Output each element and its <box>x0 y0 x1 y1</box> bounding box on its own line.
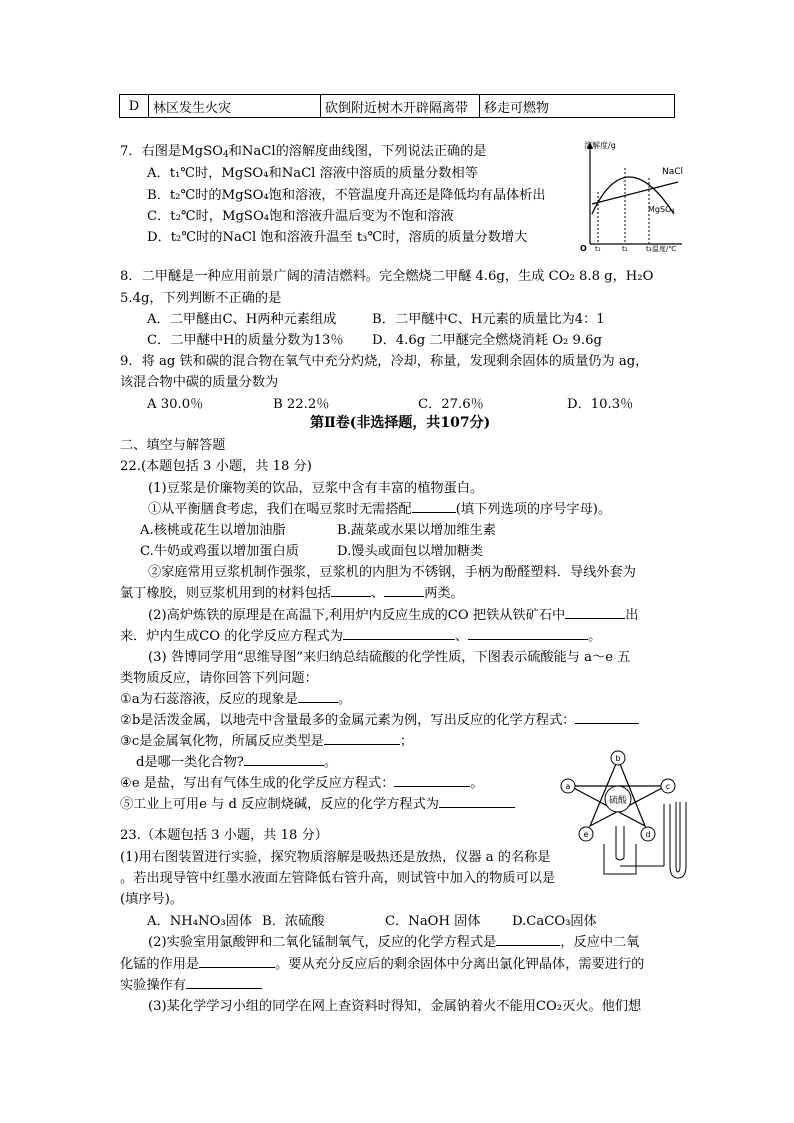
q9-option-c: C．27.6％ <box>418 397 484 412</box>
x-tick-t3: t₃ <box>646 245 652 253</box>
q22-option-a: A.核桃或花生以增加油脂 <box>140 523 286 538</box>
blank-8[interactable] <box>575 711 639 724</box>
q8-option-b: B．二甲醚中C、H元素的质量比为4：1 <box>372 312 605 327</box>
blank-6[interactable] <box>468 627 588 640</box>
blank-7[interactable] <box>298 690 338 703</box>
q22-p1-2: ②家庭常用豆浆机制作强浆，豆浆机的内胆为不锈钢，手柄为酚醛塑料．导线外套为 <box>148 565 636 580</box>
q22-s1b: 。 <box>337 692 352 707</box>
blank-3[interactable] <box>384 584 424 597</box>
q23-p2c <box>120 955 644 974</box>
blank-14[interactable] <box>199 955 275 968</box>
q23-p2a <box>148 933 640 952</box>
blank-9[interactable] <box>324 732 400 745</box>
q22-p1-2b <box>120 584 464 603</box>
y-label: 溶解度/g <box>584 141 616 150</box>
blank-13[interactable] <box>496 933 560 946</box>
q7-stem: 7．右图是MgSO$_4$和NaCl的溶解度曲线图，下列说法正确的是 <box>120 144 487 160</box>
q22-header: 22.(本题包括 3 小题，共 18 分) <box>120 459 312 474</box>
q22-p1-2b-text: 氯丁橡胶，则豆浆机用到的材料包括 <box>120 586 331 601</box>
q22-p2a-text: (2)高炉炼铁的原理是在高温下,利用炉内反应生成的CO 把铁从铁矿石中 <box>148 608 566 623</box>
q22-p3: (3) 咎博同学用“思维导图”来归纳总结硫酸的化学性质，下图表示硫酸能与 a～e 五 <box>148 650 631 665</box>
section-title: 二、填空与解答题 <box>120 438 226 453</box>
mgso4-label: MgSO₄ <box>648 205 675 214</box>
q22-p1-1a: ①从平衡膳食考虑，我们在喝豆浆时无需搭配 <box>148 502 412 517</box>
q22-option-d: D.馒头或面包以增加糖类 <box>337 544 484 559</box>
node-b-label: b <box>615 754 621 763</box>
q23-option-c: C．NaOH 固体 <box>385 914 481 929</box>
q7-option-b: B．t₂℃时的MgSO₄饱和溶液，不管温度升高还是降低均有晶体析出 <box>147 188 546 203</box>
q22-s3c <box>136 753 337 772</box>
node-e-label: e <box>583 830 589 839</box>
q7-option-a: A．t₁℃时，MgSO₄和NaCl 溶液中溶质的质量分数相等 <box>147 166 478 181</box>
beaker <box>604 844 636 874</box>
q23-header: 23.（本题包括 3 小题，共 18 分） <box>120 828 328 843</box>
q22-s3 <box>120 732 413 751</box>
blank-11[interactable] <box>394 774 470 787</box>
q22-s3d: 。 <box>323 755 338 770</box>
q22-p2e: 。 <box>588 629 602 644</box>
node-a-label: a <box>565 782 571 791</box>
solubility-chart <box>578 138 686 254</box>
q7-stem-a: 7．右图是MgSO <box>120 144 223 159</box>
x-tick-t2: t₂ <box>622 245 628 253</box>
row-method1: 砍倒附近树木开辟隔离带 <box>321 95 480 118</box>
q22-s1 <box>120 690 351 709</box>
q22-s4a: ④e 是盐，写出有气体生成的化学反应方程式： <box>120 776 395 791</box>
q23-p1a: (1)用右图装置进行实验，探究物质溶解是吸热还是放热，仪器 a 的名称是 <box>120 850 551 865</box>
q8-line1: 8．二甲醚是一种应用前景广阔的清洁燃料。完全燃烧二甲醚 4.6g，生成 CO₂ 8.8 g，H₂O <box>120 269 654 284</box>
q22-p2c-text: 来．炉内生成CO 的化学反应方程式为 <box>120 629 343 644</box>
fire-table <box>119 94 675 118</box>
q23-p3: (3)某化学学习小组的同学在网上查资料时得知，金属钠着火不能用CO₂灭火。他们想 <box>148 999 642 1014</box>
node-c-label: c <box>665 782 671 791</box>
q22-p3b: 类物质反应，请你回答下列问题： <box>120 671 318 686</box>
q22-s4b: 。 <box>470 776 484 791</box>
q22-p2a <box>148 606 638 625</box>
q23-option-a: A．NH₄NO₃固体 <box>147 914 253 929</box>
q22-s3b: ； <box>399 734 414 749</box>
q23-p2b: ，反应中二氧 <box>560 935 640 950</box>
nacl-label: NaCl <box>662 167 684 177</box>
q22-option-b: B.蔬菜或水果以增加维生素 <box>337 523 496 538</box>
q8-option-d: D．4.6g 二甲醚完全燃烧消耗 O₂ 9.6g <box>372 333 602 348</box>
q22-s4 <box>120 774 484 793</box>
part2-title: 第Ⅱ卷(非选择题，共107分) <box>310 415 491 431</box>
q22-p2b: 出 <box>625 608 639 623</box>
q22-s3a: ③c是金属氧化物，所属反应类型是 <box>120 734 324 749</box>
q23-option-b: B．浓硫酸 <box>262 914 325 929</box>
q8-option-c: C．二甲醚中H的质量分数为13％ <box>147 333 344 348</box>
q9-option-d: D．10.3％ <box>567 397 634 412</box>
q22-option-c: C.牛奶或鸡蛋以增加蛋白质 <box>140 544 299 559</box>
q7-option-d: D．t₂℃时的NaCl 饱和溶液升温至 t₃℃时，溶质的质量分数增大 <box>147 230 528 245</box>
q8-line2: 5.4g，下列判断不正确的是 <box>120 291 282 306</box>
q22-s5 <box>120 795 515 814</box>
q23-p1b: 。若出现导管中红墨水液面左管降低右管升高，则试管中加入的物质可以是 <box>120 871 556 886</box>
q23-p2e <box>120 976 262 995</box>
q23-p2c-text: 化锰的作用是 <box>120 957 200 972</box>
blank-10[interactable] <box>244 753 324 766</box>
q8-option-a: A．二甲醚由C、H两种元素组成 <box>147 312 337 327</box>
q22-p2d: 、 <box>454 629 469 644</box>
q23-p2a-text: (2)实验室用氯酸钾和二氧化锰制氧气，反应的化学方程式是 <box>148 935 497 950</box>
q7-stem-b: 和NaCl的溶解度曲线图，下列说法正确的是 <box>228 144 487 159</box>
q22-s3c-text: d是哪一类化合物? <box>136 755 244 770</box>
blank-12[interactable] <box>439 795 515 808</box>
row-method2: 移走可燃物 <box>480 95 675 118</box>
origin-label: O <box>580 244 587 253</box>
q23-option-d: D.CaCO₃固体 <box>512 914 597 929</box>
blank-1[interactable] <box>412 500 456 513</box>
q9-option-a: A 30.0％ <box>147 397 204 412</box>
x-label: 温度/℃ <box>652 245 677 253</box>
center-label: 硫酸 <box>608 796 628 806</box>
q9-line1: 9．将 ag 铁和碳的混合物在氧气中充分灼烧，冷却，称量，发现剩余固体的质量仍为 ag， <box>120 354 649 369</box>
q22-s2-text: ②b是活泼金属，以地壳中含量最多的金属元素为例，写出反应的化学方程式： <box>120 713 576 728</box>
q23-p2d: 。要从充分反应后的剩余固体中分离出氯化钾晶体，需要进行的 <box>275 957 645 972</box>
table-row <box>120 95 675 118</box>
q7-option-c: C．t₂℃时，MgSO₄饱和溶液升温后变为不饱和溶液 <box>147 209 454 224</box>
test-tube <box>616 826 624 860</box>
q22-p1: (1)豆浆是价廉物美的饮品，豆浆中含有丰富的植物蛋白。 <box>148 481 484 496</box>
q23-p1c: (填序号)。 <box>120 892 184 907</box>
q22-p1-2c: 、 <box>371 586 385 601</box>
node-d-label: d <box>645 830 651 839</box>
q9-option-b: B 22.2％ <box>273 397 330 412</box>
row-label: D <box>120 95 149 118</box>
q22-s1a: ①a为石蕊溶液，反应的现象是 <box>120 692 298 707</box>
u-tube <box>664 802 686 878</box>
blank-15[interactable] <box>186 976 262 989</box>
row-event: 林区发生火灾 <box>149 95 321 118</box>
q9-line2: 该混合物中碳的质量分数为 <box>120 375 279 390</box>
q22-p2c <box>120 627 601 646</box>
apparatus-figure <box>590 796 690 894</box>
q22-p1-1b: (填下列选项的序号字母)。 <box>455 502 612 517</box>
q23-p2e-text: 实验操作有 <box>120 978 186 993</box>
q22-p1-2d: 两类。 <box>424 586 464 601</box>
q22-s2 <box>120 711 639 730</box>
x-tick-t1: t₁ <box>595 245 601 253</box>
blank-5[interactable] <box>343 627 455 640</box>
q22-p1-1 <box>148 500 611 519</box>
blank-4[interactable] <box>565 606 625 619</box>
blank-2[interactable] <box>331 584 371 597</box>
q22-s5-text: ⑤工业上可用e 与 d 反应制烧碱，反应的化学方程式为 <box>120 797 439 812</box>
